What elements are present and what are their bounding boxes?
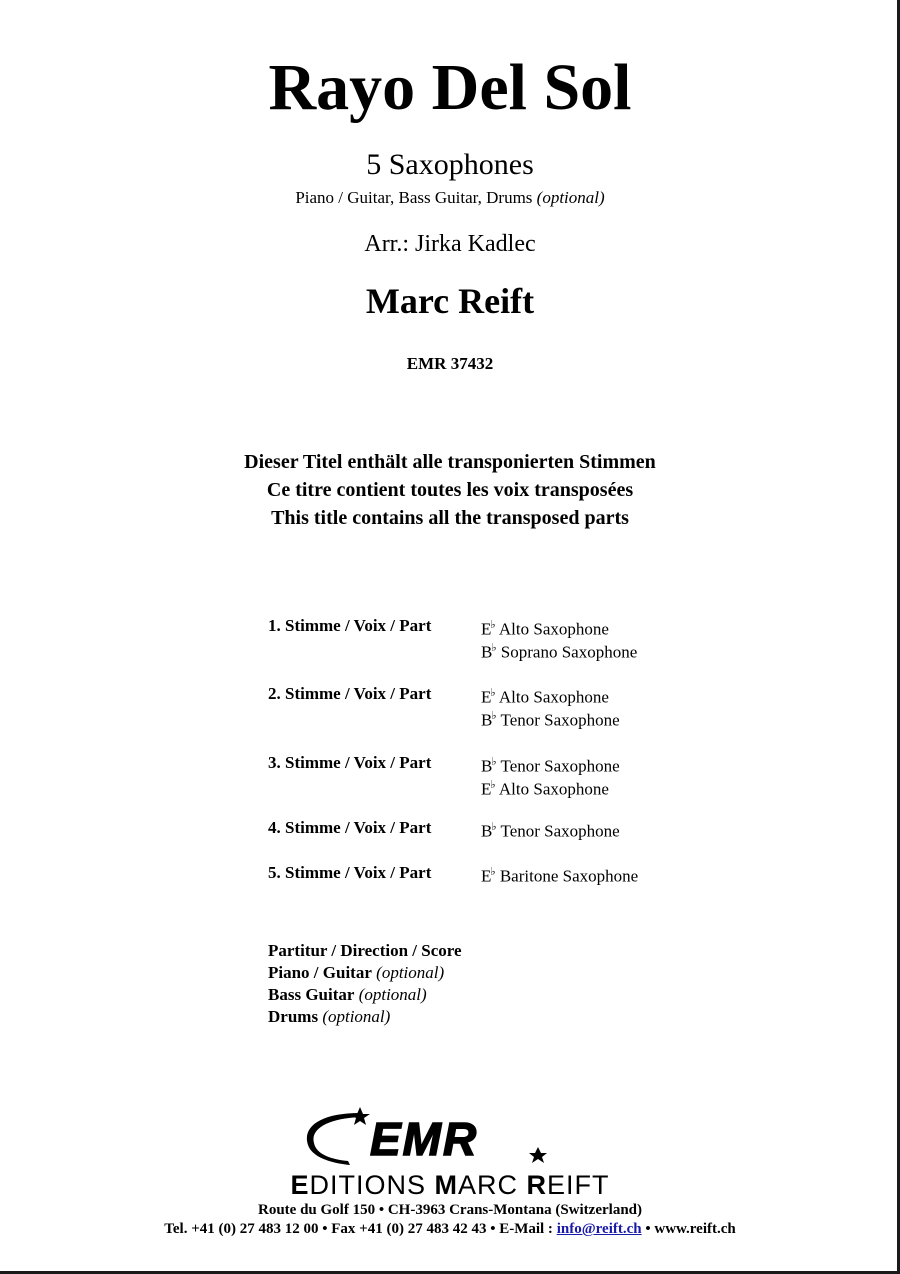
instrument-line: [481, 776, 620, 799]
brand-initial: R: [526, 1170, 548, 1200]
flat-icon: ♭: [490, 687, 496, 699]
instrument-key: B: [481, 710, 493, 730]
brand-initial: M: [434, 1170, 458, 1200]
brand-part: ARC: [458, 1170, 527, 1200]
instrument-line: [481, 863, 638, 886]
instrument-name: Soprano Saxophone: [500, 642, 638, 662]
logo-text: EMR: [370, 1113, 479, 1165]
flat-icon: ♭: [491, 641, 497, 654]
instrument-name: Alto Saxophone: [498, 619, 609, 639]
instrument-name: Tenor Saxophone: [500, 821, 620, 841]
instrument-name: Alto Saxophone: [498, 779, 609, 799]
instrument-key: E: [481, 866, 492, 886]
star-icon: [529, 1147, 547, 1163]
part-label: 2. Stimme / Voix / Part: [268, 684, 432, 703]
extra-drums: [268, 1006, 390, 1028]
instrument-name: Baritone Saxophone: [499, 866, 639, 886]
part-label: 5. Stimme / Voix / Part: [268, 863, 432, 882]
instrument-line: [481, 639, 637, 662]
score-title: Rayo Del Sol: [268, 51, 632, 124]
extra-label: Drums: [268, 1007, 319, 1026]
catalog-number: EMR 37432: [406, 354, 494, 373]
instrument-name: Tenor Saxophone: [500, 756, 620, 776]
part-instruments: [481, 818, 620, 841]
extra-optional: (optional): [358, 985, 427, 1004]
website: • www.reift.ch: [641, 1221, 736, 1237]
part-label: 1. Stimme / Voix / Part: [268, 616, 432, 635]
instrument-line: [481, 753, 620, 776]
extra-piano-guitar: [268, 962, 444, 984]
transposition-note-fr: Ce titre contient toutes les voix transposées: [266, 479, 634, 501]
composer: Marc Reift: [365, 281, 535, 321]
brand-initial: E: [290, 1170, 310, 1200]
score-subtitle: 5 Saxophones: [366, 148, 534, 181]
instrumentation-main: Piano / Guitar, Bass Guitar, Drums: [295, 188, 533, 207]
part-instruments: [481, 863, 638, 886]
transposition-note-en: This title contains all the transposed parts: [271, 507, 629, 529]
extra-label: Piano / Guitar: [268, 963, 372, 982]
brand-part: EIFT: [547, 1170, 610, 1200]
instrument-name: Alto Saxophone: [498, 687, 609, 707]
star-icon: [350, 1107, 370, 1125]
instrument-key: E: [481, 619, 492, 639]
instrument-line: [481, 616, 637, 639]
instrument-line: [481, 684, 620, 707]
instrument-name: Tenor Saxophone: [500, 710, 620, 730]
flat-icon: ♭: [491, 709, 497, 722]
publisher-brand: [0, 1170, 900, 1200]
extra-optional: (optional): [376, 963, 445, 982]
flat-icon: ♭: [491, 821, 497, 833]
instrument-line: [481, 818, 620, 841]
extra-label: Bass Guitar: [268, 985, 355, 1004]
flat-icon: ♭: [491, 756, 497, 768]
instrument-key: B: [481, 821, 493, 841]
instrument-key: E: [481, 779, 492, 799]
contact-phone-fax: Tel. +41 (0) 27 483 12 00 • Fax +41 (0) 27 483 42 43 • E-Mail :: [164, 1221, 557, 1237]
flat-icon: ♭: [490, 778, 496, 791]
publisher-contact: [0, 1219, 900, 1239]
extra-bass-guitar: [268, 984, 427, 1006]
instrumentation-line: [0, 187, 900, 209]
instrument-key: B: [481, 756, 493, 776]
instrument-key: E: [481, 687, 492, 707]
flat-icon: ♭: [490, 866, 496, 878]
part-label: 4. Stimme / Voix / Part: [268, 818, 432, 837]
part-instruments: [481, 753, 620, 798]
instrument-line: [481, 707, 620, 730]
part-label: 3. Stimme / Voix / Part: [268, 753, 432, 772]
brand-part: DITIONS: [309, 1170, 435, 1200]
extra-score: [268, 940, 462, 962]
part-instruments: [481, 684, 620, 729]
extra-label: Partitur / Direction / Score: [268, 941, 462, 960]
part-instruments: [481, 616, 637, 661]
extra-optional: (optional): [322, 1007, 391, 1026]
arranger: Arr.: Jirka Kadlec: [364, 231, 536, 257]
transposition-note-de: Dieser Titel enthält alle transponierten Stimmen: [244, 451, 656, 473]
publisher-address: Route du Golf 150 • CH-3963 Crans-Montana (Switzerland): [258, 1202, 642, 1218]
instrument-key: B: [481, 642, 493, 662]
emr-logo: [300, 1105, 565, 1169]
instrumentation-optional: (optional): [536, 188, 605, 207]
flat-icon: ♭: [490, 619, 496, 631]
email-link[interactable]: info@reift.ch: [556, 1221, 642, 1237]
